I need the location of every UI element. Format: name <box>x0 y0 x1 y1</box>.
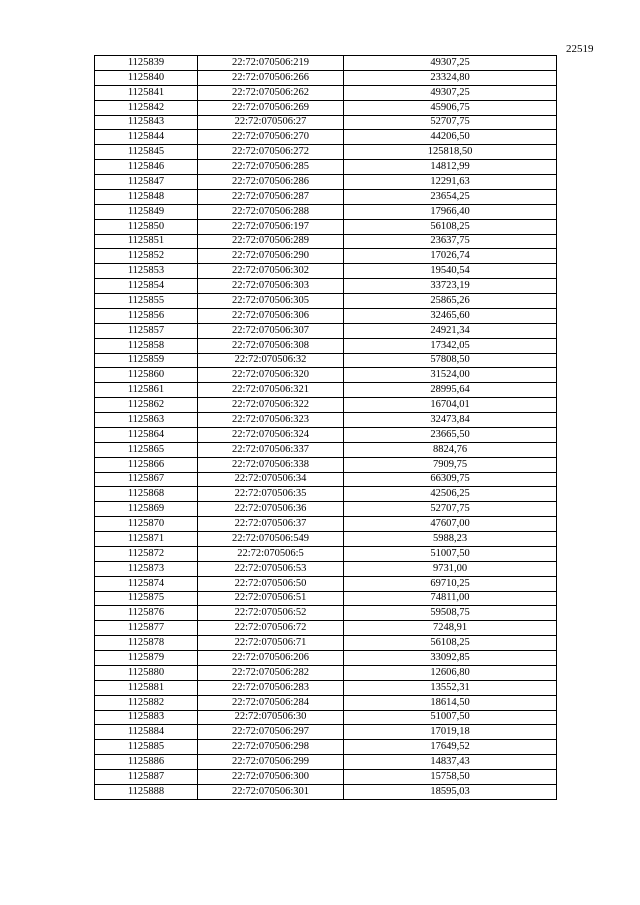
table-row <box>95 665 557 680</box>
record-number-cell: 1125874 <box>95 576 198 591</box>
value-cell: 33092,85 <box>344 651 557 666</box>
table-row <box>95 725 557 740</box>
cadastral-number-cell: 22:72:070506:320 <box>198 368 344 383</box>
value-cell: 17026,74 <box>344 249 557 264</box>
table-row <box>95 56 557 71</box>
record-number-cell: 1125883 <box>95 710 198 725</box>
cadastral-number-cell: 22:72:070506:206 <box>198 651 344 666</box>
record-number-cell: 1125854 <box>95 279 198 294</box>
cadastral-number-cell: 22:72:070506:337 <box>198 442 344 457</box>
table-row <box>95 695 557 710</box>
cadastral-number-cell: 22:72:070506:34 <box>198 472 344 487</box>
record-number-cell: 1125841 <box>95 85 198 100</box>
cadastral-number-cell: 22:72:070506:219 <box>198 56 344 71</box>
value-cell: 17649,52 <box>344 740 557 755</box>
value-cell: 14812,99 <box>344 160 557 175</box>
value-cell: 74811,00 <box>344 591 557 606</box>
table-row <box>95 398 557 413</box>
value-cell: 23665,50 <box>344 427 557 442</box>
value-cell: 14837,43 <box>344 755 557 770</box>
cadastral-number-cell: 22:72:070506:266 <box>198 70 344 85</box>
table-row <box>95 502 557 517</box>
cadastral-number-cell: 22:72:070506:71 <box>198 636 344 651</box>
table-row <box>95 710 557 725</box>
record-number-cell: 1125879 <box>95 651 198 666</box>
table-row <box>95 383 557 398</box>
record-number-cell: 1125858 <box>95 338 198 353</box>
table-row <box>95 279 557 294</box>
value-cell: 69710,25 <box>344 576 557 591</box>
table-row <box>95 294 557 309</box>
cadastral-number-cell: 22:72:070506:35 <box>198 487 344 502</box>
record-number-cell: 1125865 <box>95 442 198 457</box>
table-row <box>95 472 557 487</box>
record-number-cell: 1125850 <box>95 219 198 234</box>
cadastral-number-cell: 22:72:070506:297 <box>198 725 344 740</box>
record-number-cell: 1125881 <box>95 680 198 695</box>
record-number-cell: 1125842 <box>95 100 198 115</box>
record-number-cell: 1125839 <box>95 56 198 71</box>
table-row <box>95 234 557 249</box>
cadastral-number-cell: 22:72:070506:30 <box>198 710 344 725</box>
value-cell: 17019,18 <box>344 725 557 740</box>
value-cell: 59508,75 <box>344 606 557 621</box>
table-row <box>95 323 557 338</box>
value-cell: 45906,75 <box>344 100 557 115</box>
table-row <box>95 353 557 368</box>
cadastral-number-cell: 22:72:070506:302 <box>198 264 344 279</box>
cadastral-number-cell: 22:72:070506:262 <box>198 85 344 100</box>
value-cell: 31524,00 <box>344 368 557 383</box>
table-row <box>95 621 557 636</box>
table-row <box>95 308 557 323</box>
cadastral-number-cell: 22:72:070506:72 <box>198 621 344 636</box>
cadastral-number-cell: 22:72:070506:50 <box>198 576 344 591</box>
record-number-cell: 1125852 <box>95 249 198 264</box>
value-cell: 7909,75 <box>344 457 557 472</box>
table-row <box>95 427 557 442</box>
value-cell: 18614,50 <box>344 695 557 710</box>
value-cell: 51007,50 <box>344 546 557 561</box>
record-number-cell: 1125859 <box>95 353 198 368</box>
table-row <box>95 740 557 755</box>
value-cell: 44206,50 <box>344 130 557 145</box>
record-number-cell: 1125867 <box>95 472 198 487</box>
record-number-cell: 1125849 <box>95 204 198 219</box>
cadastral-number-cell: 22:72:070506:284 <box>198 695 344 710</box>
cadastral-number-cell: 22:72:070506:298 <box>198 740 344 755</box>
record-number-cell: 1125869 <box>95 502 198 517</box>
record-number-cell: 1125880 <box>95 665 198 680</box>
value-cell: 57808,50 <box>344 353 557 368</box>
table-row <box>95 561 557 576</box>
cadastral-number-cell: 22:72:070506:299 <box>198 755 344 770</box>
table-row <box>95 636 557 651</box>
registry-table-body <box>95 56 557 800</box>
cadastral-number-cell: 22:72:070506:324 <box>198 427 344 442</box>
table-row <box>95 70 557 85</box>
cadastral-number-cell: 22:72:070506:283 <box>198 680 344 695</box>
record-number-cell: 1125863 <box>95 413 198 428</box>
value-cell: 32473,84 <box>344 413 557 428</box>
record-number-cell: 1125843 <box>95 115 198 130</box>
table-row <box>95 532 557 547</box>
table-row <box>95 576 557 591</box>
table-row <box>95 115 557 130</box>
cadastral-number-cell: 22:72:070506:549 <box>198 532 344 547</box>
value-cell: 52707,75 <box>344 502 557 517</box>
table-row <box>95 784 557 799</box>
table-row <box>95 145 557 160</box>
cadastral-number-cell: 22:72:070506:52 <box>198 606 344 621</box>
value-cell: 18595,03 <box>344 784 557 799</box>
registry-table <box>94 55 557 800</box>
cadastral-number-cell: 22:72:070506:288 <box>198 204 344 219</box>
cadastral-number-cell: 22:72:070506:37 <box>198 517 344 532</box>
record-number-cell: 1125846 <box>95 160 198 175</box>
record-number-cell: 1125864 <box>95 427 198 442</box>
record-number-cell: 1125885 <box>95 740 198 755</box>
value-cell: 17966,40 <box>344 204 557 219</box>
cadastral-number-cell: 22:72:070506:282 <box>198 665 344 680</box>
record-number-cell: 1125873 <box>95 561 198 576</box>
record-number-cell: 1125877 <box>95 621 198 636</box>
record-number-cell: 1125868 <box>95 487 198 502</box>
table-row <box>95 130 557 145</box>
value-cell: 8824,76 <box>344 442 557 457</box>
cadastral-number-cell: 22:72:070506:322 <box>198 398 344 413</box>
value-cell: 15758,50 <box>344 770 557 785</box>
record-number-cell: 1125847 <box>95 175 198 190</box>
table-row <box>95 85 557 100</box>
cadastral-number-cell: 22:72:070506:5 <box>198 546 344 561</box>
table-row <box>95 755 557 770</box>
value-cell: 49307,25 <box>344 85 557 100</box>
record-number-cell: 1125857 <box>95 323 198 338</box>
table-row <box>95 413 557 428</box>
table-row <box>95 204 557 219</box>
record-number-cell: 1125860 <box>95 368 198 383</box>
cadastral-number-cell: 22:72:070506:289 <box>198 234 344 249</box>
cadastral-number-cell: 22:72:070506:306 <box>198 308 344 323</box>
record-number-cell: 1125855 <box>95 294 198 309</box>
cadastral-number-cell: 22:72:070506:32 <box>198 353 344 368</box>
value-cell: 7248,91 <box>344 621 557 636</box>
value-cell: 52707,75 <box>344 115 557 130</box>
value-cell: 12291,63 <box>344 175 557 190</box>
page-number: 22519 <box>566 43 594 55</box>
value-cell: 32465,60 <box>344 308 557 323</box>
cadastral-number-cell: 22:72:070506:51 <box>198 591 344 606</box>
cadastral-number-cell: 22:72:070506:27 <box>198 115 344 130</box>
value-cell: 9731,00 <box>344 561 557 576</box>
table-row <box>95 680 557 695</box>
value-cell: 56108,25 <box>344 219 557 234</box>
value-cell: 125818,50 <box>344 145 557 160</box>
table-row <box>95 517 557 532</box>
cadastral-number-cell: 22:72:070506:286 <box>198 175 344 190</box>
table-row <box>95 338 557 353</box>
table-row <box>95 770 557 785</box>
value-cell: 47607,00 <box>344 517 557 532</box>
table-row <box>95 546 557 561</box>
record-number-cell: 1125872 <box>95 546 198 561</box>
record-number-cell: 1125848 <box>95 189 198 204</box>
record-number-cell: 1125844 <box>95 130 198 145</box>
record-number-cell: 1125886 <box>95 755 198 770</box>
record-number-cell: 1125878 <box>95 636 198 651</box>
cadastral-number-cell: 22:72:070506:307 <box>198 323 344 338</box>
record-number-cell: 1125866 <box>95 457 198 472</box>
value-cell: 19540,54 <box>344 264 557 279</box>
value-cell: 24921,34 <box>344 323 557 338</box>
cadastral-number-cell: 22:72:070506:197 <box>198 219 344 234</box>
record-number-cell: 1125875 <box>95 591 198 606</box>
value-cell: 25865,26 <box>344 294 557 309</box>
value-cell: 16704,01 <box>344 398 557 413</box>
value-cell: 12606,80 <box>344 665 557 680</box>
cadastral-number-cell: 22:72:070506:323 <box>198 413 344 428</box>
cadastral-number-cell: 22:72:070506:301 <box>198 784 344 799</box>
cadastral-number-cell: 22:72:070506:321 <box>198 383 344 398</box>
cadastral-number-cell: 22:72:070506:300 <box>198 770 344 785</box>
table-row <box>95 249 557 264</box>
table-row <box>95 457 557 472</box>
record-number-cell: 1125845 <box>95 145 198 160</box>
record-number-cell: 1125871 <box>95 532 198 547</box>
table-row <box>95 264 557 279</box>
value-cell: 42506,25 <box>344 487 557 502</box>
record-number-cell: 1125862 <box>95 398 198 413</box>
value-cell: 23654,25 <box>344 189 557 204</box>
value-cell: 23637,75 <box>344 234 557 249</box>
cadastral-number-cell: 22:72:070506:287 <box>198 189 344 204</box>
record-number-cell: 1125856 <box>95 308 198 323</box>
record-number-cell: 1125888 <box>95 784 198 799</box>
table-row <box>95 160 557 175</box>
record-number-cell: 1125882 <box>95 695 198 710</box>
cadastral-number-cell: 22:72:070506:303 <box>198 279 344 294</box>
table-row <box>95 442 557 457</box>
table-row <box>95 606 557 621</box>
cadastral-number-cell: 22:72:070506:305 <box>198 294 344 309</box>
record-number-cell: 1125853 <box>95 264 198 279</box>
table-row <box>95 487 557 502</box>
record-number-cell: 1125876 <box>95 606 198 621</box>
cadastral-number-cell: 22:72:070506:290 <box>198 249 344 264</box>
cadastral-number-cell: 22:72:070506:53 <box>198 561 344 576</box>
value-cell: 5988,23 <box>344 532 557 547</box>
value-cell: 13552,31 <box>344 680 557 695</box>
table-row <box>95 591 557 606</box>
record-number-cell: 1125840 <box>95 70 198 85</box>
record-number-cell: 1125884 <box>95 725 198 740</box>
record-number-cell: 1125851 <box>95 234 198 249</box>
value-cell: 66309,75 <box>344 472 557 487</box>
cadastral-number-cell: 22:72:070506:308 <box>198 338 344 353</box>
value-cell: 23324,80 <box>344 70 557 85</box>
value-cell: 51007,50 <box>344 710 557 725</box>
cadastral-number-cell: 22:72:070506:272 <box>198 145 344 160</box>
cadastral-number-cell: 22:72:070506:36 <box>198 502 344 517</box>
table-row <box>95 175 557 190</box>
table-row <box>95 219 557 234</box>
value-cell: 49307,25 <box>344 56 557 71</box>
cadastral-number-cell: 22:72:070506:338 <box>198 457 344 472</box>
table-row <box>95 189 557 204</box>
value-cell: 56108,25 <box>344 636 557 651</box>
table-row <box>95 100 557 115</box>
record-number-cell: 1125870 <box>95 517 198 532</box>
cadastral-number-cell: 22:72:070506:269 <box>198 100 344 115</box>
table-row <box>95 651 557 666</box>
value-cell: 28995,64 <box>344 383 557 398</box>
cadastral-number-cell: 22:72:070506:285 <box>198 160 344 175</box>
value-cell: 33723,19 <box>344 279 557 294</box>
cadastral-number-cell: 22:72:070506:270 <box>198 130 344 145</box>
record-number-cell: 1125887 <box>95 770 198 785</box>
value-cell: 17342,05 <box>344 338 557 353</box>
table-row <box>95 368 557 383</box>
record-number-cell: 1125861 <box>95 383 198 398</box>
